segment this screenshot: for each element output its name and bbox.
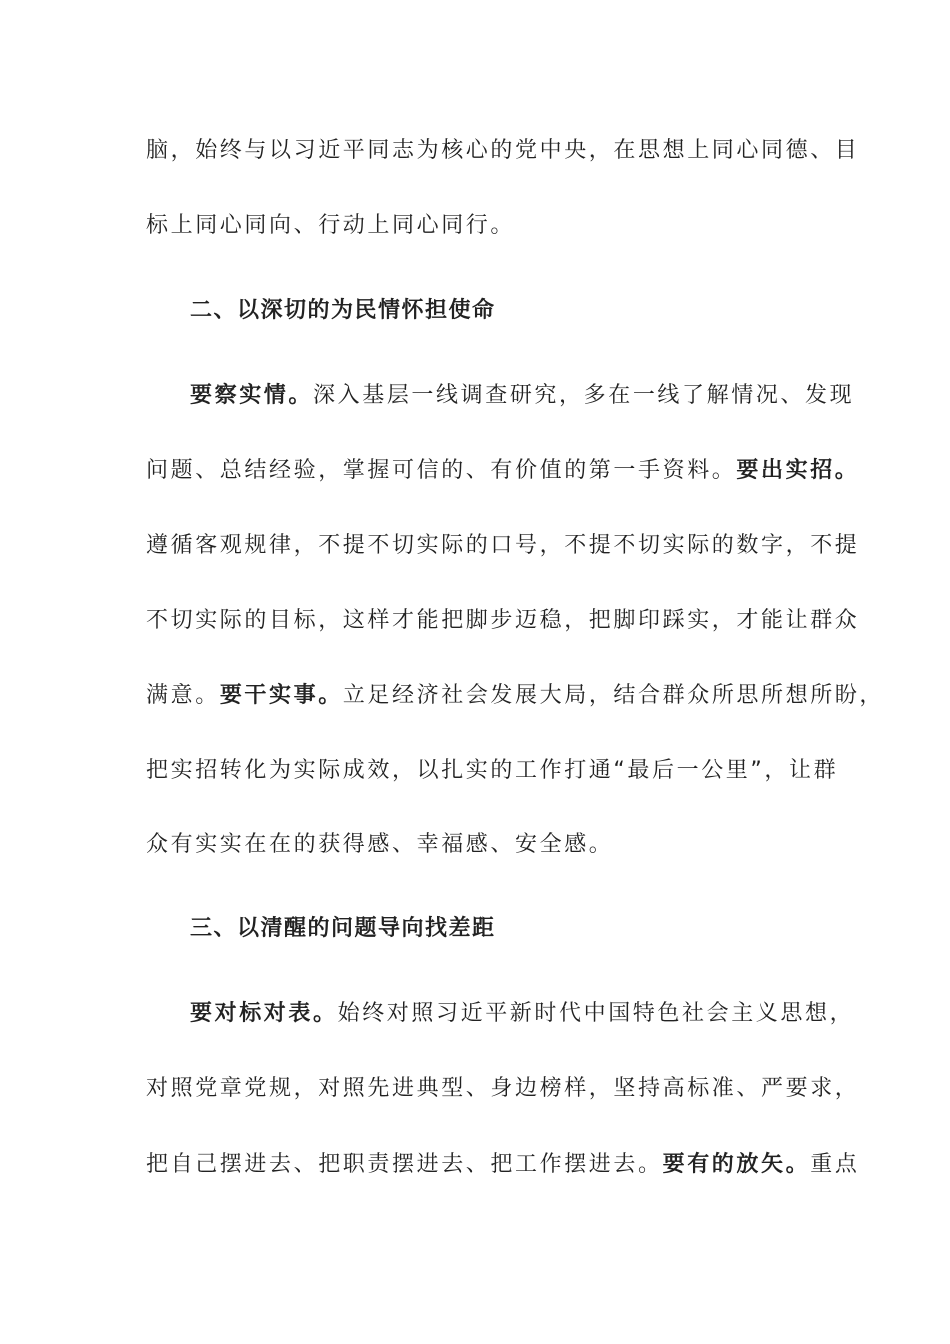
heading-text: 三、以清醒的问题导向找差距: [190, 916, 496, 941]
line-text: 对照党章党规，对照先进典型、身边榜样，坚持高标准、严要求，: [146, 1076, 860, 1101]
body-line: [146, 830, 816, 860]
body-line: [146, 211, 816, 241]
line-text: 不切实际的目标，这样才能把脚步迈稳，把脚印踩实，才能让群众: [146, 608, 860, 633]
body-line: [146, 681, 885, 711]
section-heading: [190, 296, 860, 326]
body-line: [190, 999, 860, 1029]
body-line: [146, 606, 860, 636]
line-text: 立足经济社会发展大局，结合群众所思所想所盼，: [342, 683, 885, 708]
body-line: [146, 531, 860, 561]
body-line: [146, 756, 839, 786]
body-line: [146, 1074, 860, 1104]
line-text: 问题、总结经验，掌握可信的、有价值的第一手资料。: [146, 458, 737, 483]
body-line: [190, 381, 860, 411]
body-line: [146, 456, 860, 486]
line-text: 脑，始终与以习近平同志为核心的党中央，在思想上同心同德、目: [146, 138, 860, 163]
bold-lead: 要干实事。: [219, 683, 343, 708]
line-text: 遵循客观规律，不提不切实际的口号，不提不切实际的数字，不提: [146, 533, 860, 558]
line-text: 把实招转化为实际成效，以扎实的工作打通“最后一公里”，让群: [146, 758, 839, 783]
bold-lead: 要出实招。: [736, 458, 860, 483]
line-text: 把自己摆进去、把职责摆进去、把工作摆进去。: [146, 1152, 663, 1177]
bold-lead: 要有的放矢。: [662, 1152, 811, 1177]
line-text: 标上同心同向、行动上同心同行。: [146, 213, 516, 238]
section-heading: [190, 914, 860, 944]
line-text: 众有实实在在的获得感、幸福感、安全感。: [146, 832, 614, 857]
line-text: 始终对照习近平新时代中国特色社会主义思想，: [337, 1001, 855, 1026]
line-text: 深入基层一线调查研究，多在一线了解情况、发现: [313, 383, 855, 408]
bold-lead: 要对标对表。: [190, 1001, 338, 1026]
bold-lead: 要察实情。: [190, 383, 314, 408]
body-line: [146, 136, 860, 166]
line-text: 满意。: [146, 683, 220, 708]
heading-text: 二、以深切的为民情怀担使命: [190, 298, 496, 323]
body-line: [146, 1150, 860, 1180]
line-text: 重点: [810, 1152, 860, 1177]
